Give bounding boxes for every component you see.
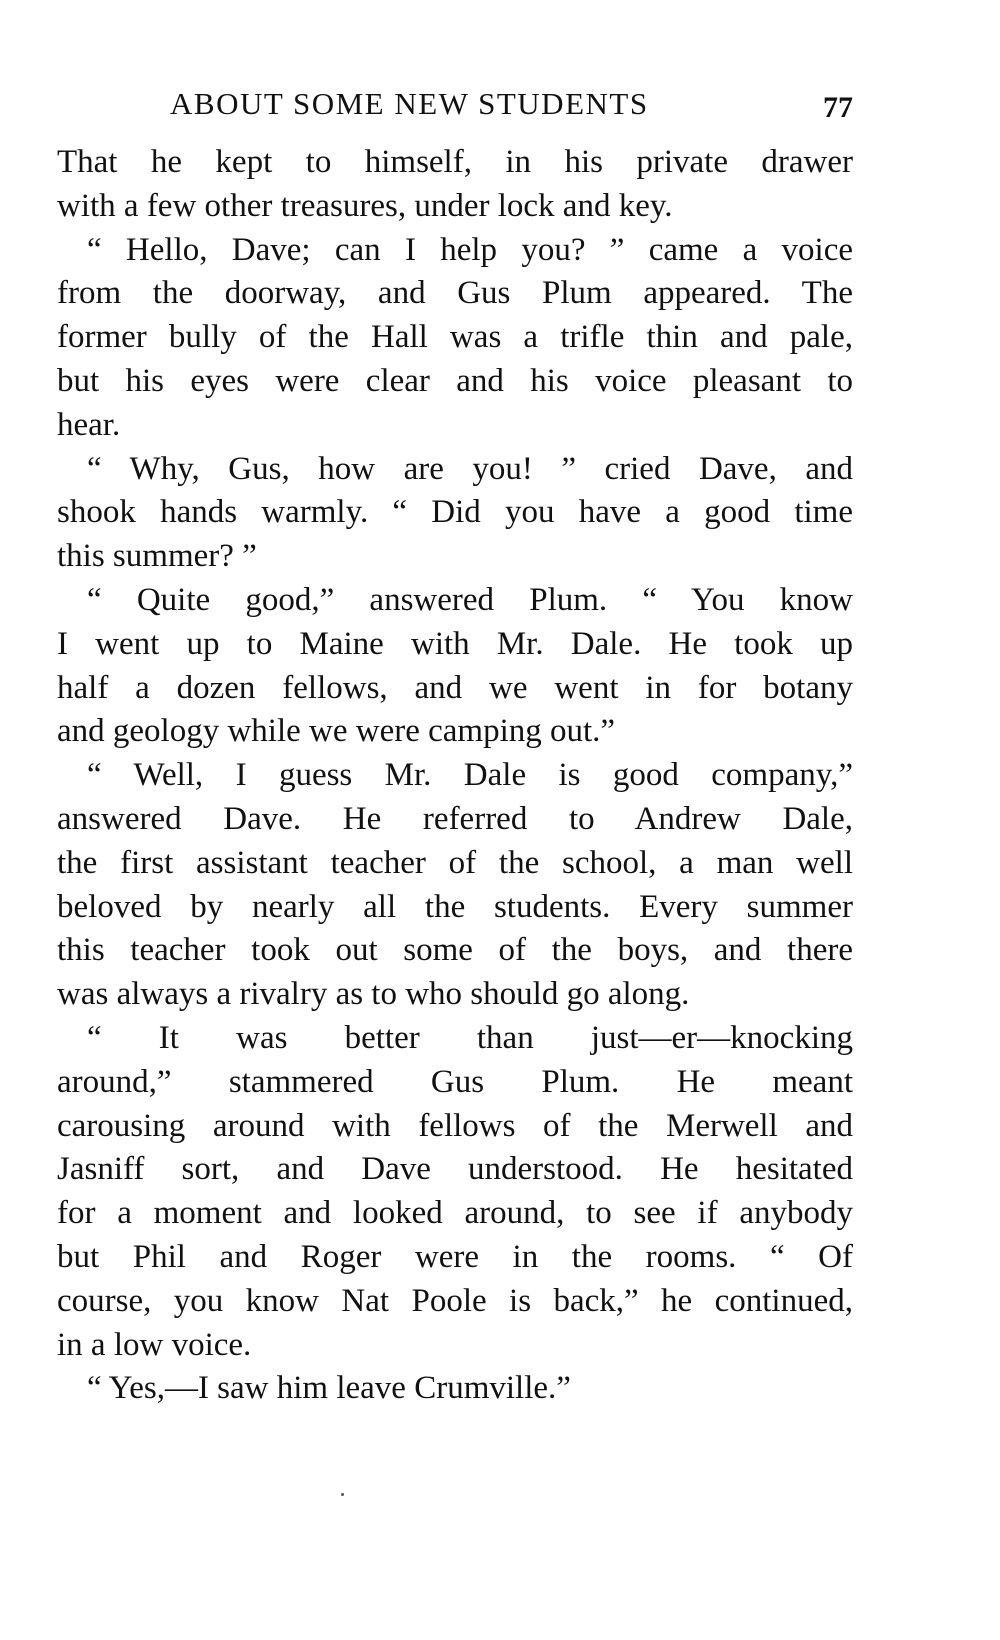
- text-line: former bully of the Hall was a trifle thin and pale,: [57, 319, 853, 356]
- text-line: carousing around with fellows of the Merwell and: [57, 1107, 853, 1144]
- text-line: this summer? ”: [57, 538, 257, 575]
- text-line: but Phil and Roger were in the rooms. “ Of: [57, 1238, 853, 1275]
- text-line: for a moment and looked around, to see if anybody: [57, 1195, 853, 1232]
- text-line: shook hands warmly. “ Did you have a good time: [57, 494, 853, 531]
- text-line: beloved by nearly all the students. Every summer: [57, 888, 853, 925]
- text-line: Jasniff sort, and Dave understood. He hesitated: [57, 1151, 853, 1188]
- text-line: “ Well, I guess Mr. Dale is good company,”: [87, 757, 853, 794]
- print-speck: [341, 1493, 344, 1496]
- text-line: hear.: [57, 406, 121, 443]
- text-line: “ Hello, Dave; can I help you? ” came a voice: [87, 231, 853, 268]
- text-line: half a dozen fellows, and we went in for botany: [57, 669, 853, 706]
- text-line: but his eyes were clear and his voice pleasant to: [57, 362, 853, 399]
- text-line: this teacher took out some of the boys, and there: [57, 932, 853, 969]
- text-line: “ Quite good,” answered Plum. “ You know: [87, 581, 853, 618]
- text-line: “ Yes,—I saw him leave Crumville.”: [87, 1370, 571, 1407]
- text-line: the first assistant teacher of the school, a man well: [57, 844, 853, 881]
- text-line: and geology while we were camping out.”: [57, 713, 616, 750]
- text-line: in a low voice.: [57, 1326, 252, 1363]
- text-line: “ It was better than just—er—knocking: [87, 1019, 853, 1056]
- text-line: That he kept to himself, in his private drawer: [57, 144, 853, 180]
- text-line: “ Why, Gus, how are you! ” cried Dave, and: [87, 450, 853, 487]
- text-line: around,” stammered Gus Plum. He meant: [57, 1063, 853, 1100]
- text-line: was always a rivalry as to who should go along.: [57, 976, 690, 1013]
- text-line: I went up to Maine with Mr. Dale. He took up: [57, 625, 853, 662]
- text-line: answered Dave. He referred to Andrew Dale,: [57, 800, 853, 837]
- text-line: course, you know Nat Poole is back,” he continued,: [57, 1282, 853, 1319]
- text-line: with a few other treasures, under lock and key.: [57, 187, 673, 224]
- body-text: [57, 141, 853, 1411]
- text-line: from the doorway, and Gus Plum appeared. The: [57, 275, 853, 312]
- page-number: 77: [823, 91, 853, 124]
- running-title: ABOUT SOME NEW STUDENTS: [170, 86, 649, 121]
- running-header: [57, 82, 853, 126]
